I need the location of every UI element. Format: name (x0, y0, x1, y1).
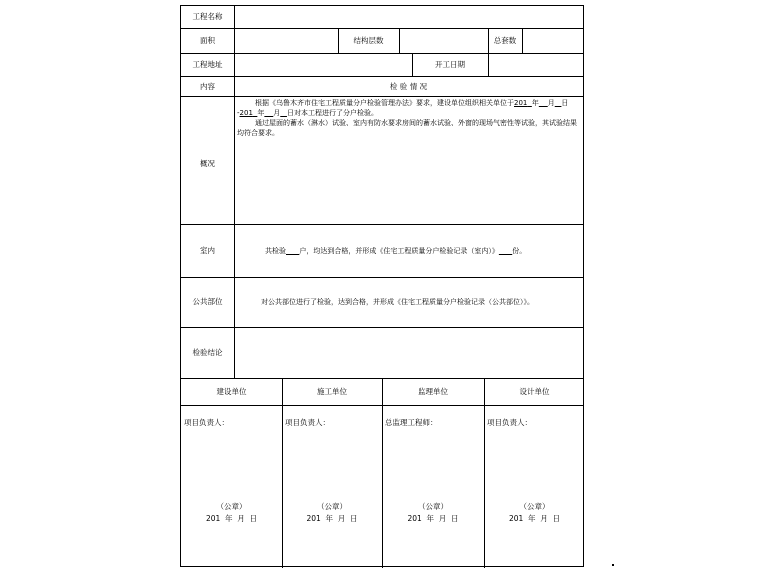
row-divider (181, 96, 583, 97)
overview-paragraph-2: 通过屋面的蓄水（淋水）试验、室内有防水要求房间的蓄水试验、外窗的现场气密性等试验，其试验结果均符合要求。 (237, 119, 577, 137)
inspection-form (180, 5, 584, 567)
indoor-text (265, 246, 526, 256)
overview-text: 月 (273, 109, 281, 117)
unit-role: 项目负责人： (285, 418, 330, 427)
overview-text: - (237, 109, 240, 117)
overview-text: 根据《乌鲁木齐市住宅工程质量分户检验管理办法》要求，建设单位组织相关单位于 (255, 99, 514, 107)
overview-paragraph-1 (237, 99, 581, 109)
unit-role: 项目负责人： (487, 418, 532, 427)
label-area: 面积 (200, 36, 215, 45)
label-total-units: 总套数 (493, 36, 517, 45)
unit-header-supervisor: 监理单位 (418, 387, 448, 396)
label-content: 内容 (200, 82, 215, 91)
row-divider (181, 76, 583, 77)
unit-role: 总监理工程师： (385, 418, 438, 427)
label-public-area: 公共部位 (192, 297, 223, 306)
date-label: 201 年 月 日 (306, 514, 358, 523)
indoor-text-part: 户，均达到合格，并形成《住宅工程质量分户检验记录（室内）》 (299, 247, 499, 255)
unit-column-divider (484, 378, 485, 568)
overview-text: 年 (257, 109, 265, 117)
label-project-name: 工程名称 (192, 12, 223, 21)
date-label: 201 年 月 日 (407, 514, 459, 523)
row-divider (181, 53, 583, 54)
label-overview: 概况 (200, 159, 215, 168)
label-structure-floors: 结构层数 (353, 36, 384, 45)
public-area-text: 对公共部位进行了检验，达到合格，并形成《住宅工程质量分户检验记录（公共部位）》。 (261, 298, 534, 306)
unit-header-designer: 设计单位 (519, 387, 550, 396)
indoor-text-part: 份。 (512, 247, 527, 255)
cell-divider (522, 28, 523, 53)
row-divider (181, 277, 583, 278)
label-start-date: 开工日期 (435, 60, 465, 69)
label-project-address: 工程地址 (192, 60, 223, 69)
row-divider (181, 327, 583, 328)
unit-role: 项目负责人： (184, 418, 229, 427)
unit-column-divider (382, 378, 383, 568)
seal-label: （公章） (418, 502, 448, 511)
label-indoor: 室内 (200, 246, 215, 255)
label-column-divider (234, 6, 235, 378)
year-blank: 201 (239, 109, 253, 117)
overview-paragraph-1b (237, 109, 581, 119)
indoor-text-part: 共检验 (265, 247, 286, 255)
date-label: 201 年 月 日 (508, 514, 561, 523)
inspection-status-heading: 检 验 情 况 (389, 82, 428, 91)
overview-text: 日对本工程进行了分户检验。 (286, 109, 378, 117)
overview-text: 日 (561, 99, 569, 107)
cell-divider (488, 53, 489, 76)
seal-label: （公章） (317, 502, 347, 511)
unit-header-builder: 施工单位 (317, 387, 347, 396)
label-conclusion: 检验结论 (192, 348, 223, 357)
stray-dot (612, 564, 614, 566)
row-divider (181, 224, 583, 225)
overview-text: 月 (547, 99, 555, 107)
cell-divider (399, 28, 400, 53)
seal-label: （公章） (216, 502, 247, 511)
overview-text: 年 (531, 99, 539, 107)
unit-header-construction: 建设单位 (216, 387, 247, 396)
unit-column-divider (282, 378, 283, 568)
date-label: 201 年 月 日 (205, 514, 258, 523)
year-blank: 201 (514, 99, 528, 107)
seal-label: （公章） (519, 502, 550, 511)
